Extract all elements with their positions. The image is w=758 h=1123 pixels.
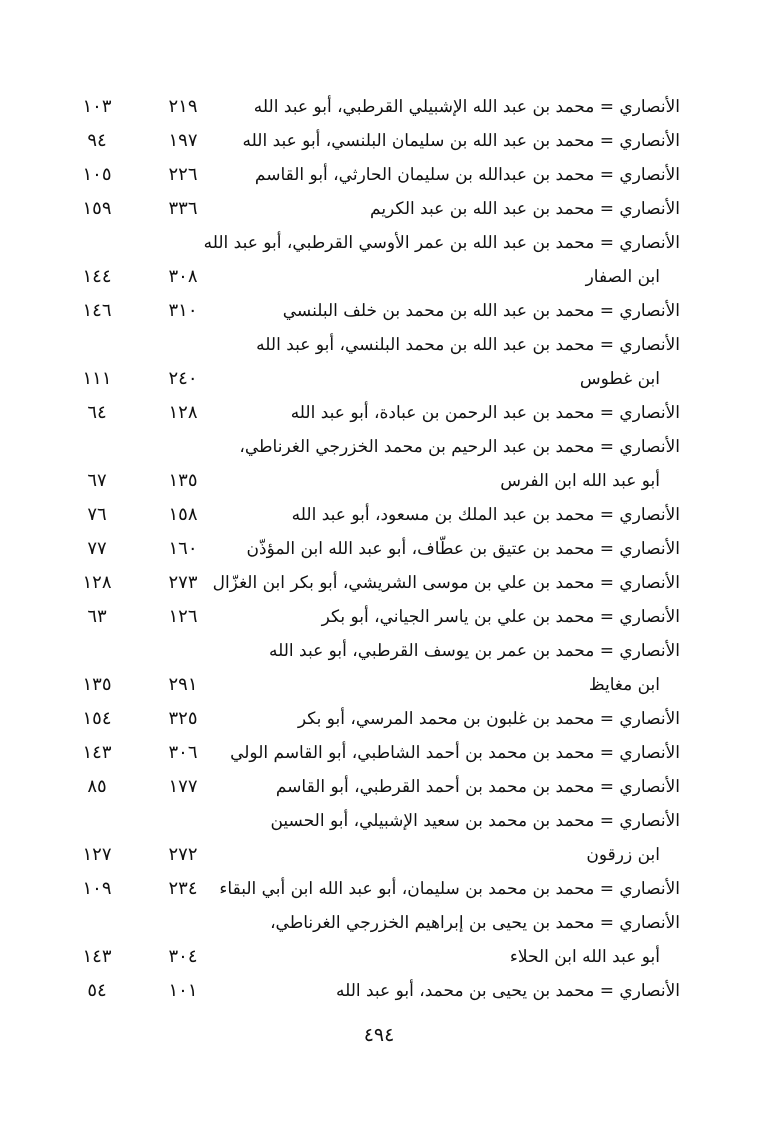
entry-number: ١٦٠	[168, 538, 198, 559]
page-number: ٤٩٤	[363, 1024, 395, 1046]
index-row	[0, 430, 758, 464]
entry-page: ٧٦	[87, 504, 107, 525]
entry-page: ٨٥	[87, 776, 107, 797]
entry-number: ٢٧٢	[168, 844, 198, 865]
entry-number: ١٩٧	[168, 130, 198, 151]
entry-name: الأنصاري = محمد بن عبد الرحيم بن محمد الخزرجي الغرناطي،	[239, 437, 680, 457]
index-row	[0, 532, 758, 566]
entry-name: الأنصاري = محمد بن عبد الله بن سليمان البلنسي، أبو عبد الله	[242, 131, 680, 151]
index-entries	[0, 90, 758, 1008]
entry-number: ٣٣٦	[168, 198, 198, 219]
index-row	[0, 736, 758, 770]
entry-continuation: ابن الصفار	[585, 267, 660, 287]
index-row	[0, 838, 758, 872]
entry-number: ٢٩١	[168, 674, 198, 695]
entry-continuation: ابن زرقون	[586, 845, 660, 865]
entry-name: الأنصاري = محمد بن غلبون بن محمد المرسي، أبو بكر	[297, 709, 680, 729]
entry-page: ٧٧	[87, 538, 107, 559]
entry-name: الأنصاري = محمد بن عبد الله بن عمر الأوسي القرطبي، أبو عبد الله	[203, 233, 680, 253]
index-row	[0, 260, 758, 294]
entry-continuation: أبو عبد الله ابن الفرس	[500, 471, 660, 491]
entry-page: ١٢٨	[82, 572, 112, 593]
entry-number: ٣٠٨	[168, 266, 198, 287]
entry-page: ٦٤	[87, 402, 107, 423]
index-row	[0, 634, 758, 668]
entry-page: ٩٤	[87, 130, 107, 151]
index-row	[0, 294, 758, 328]
entry-continuation: أبو عبد الله ابن الحلاء	[509, 947, 660, 967]
entry-page: ١٠٩	[82, 878, 112, 899]
entry-number: ١٠١	[168, 980, 198, 1001]
index-row	[0, 940, 758, 974]
entry-page: ١٣٥	[82, 674, 112, 695]
entry-page: ١٠٣	[82, 96, 112, 117]
index-row	[0, 668, 758, 702]
entry-name: الأنصاري = محمد بن عبد الله الإشبيلي القرطبي، أبو عبد الله	[253, 97, 680, 117]
entry-name: الأنصاري = محمد بن محمد بن أحمد الشاطبي، أبو القاسم الولي	[230, 743, 680, 763]
entry-name: الأنصاري = محمد بن عبد الله بن محمد بن خلف البلنسي	[282, 301, 680, 321]
entry-page: ١٤٣	[82, 742, 112, 763]
entry-page: ١٤٣	[82, 946, 112, 967]
index-row	[0, 362, 758, 396]
entry-page: ١٢٧	[82, 844, 112, 865]
entry-number: ١٢٨	[168, 402, 198, 423]
entry-name: الأنصاري = محمد بن عبد الله بن عبد الكريم	[370, 199, 680, 219]
entry-number: ٢٣٤	[168, 878, 198, 899]
entry-name: الأنصاري = محمد بن عبد الرحمن بن عبادة، أبو عبد الله	[290, 403, 680, 423]
entry-page: ١٤٤	[82, 266, 112, 287]
entry-number: ٢٤٠	[168, 368, 198, 389]
entry-page: ٦٧	[87, 470, 107, 491]
entry-page: ٦٣	[87, 606, 107, 627]
entry-name: الأنصاري = محمد بن عبد الله بن محمد البلنسي، أبو عبد الله	[256, 335, 680, 355]
entry-number: ١٣٥	[168, 470, 198, 491]
index-row	[0, 566, 758, 600]
entry-number: ١٧٧	[168, 776, 198, 797]
index-row	[0, 464, 758, 498]
index-row	[0, 192, 758, 226]
entry-name: الأنصاري = محمد بن يحيى بن إبراهيم الخزرجي الغرناطي،	[270, 913, 680, 933]
index-row	[0, 906, 758, 940]
index-row	[0, 158, 758, 192]
entry-number: ٣١٠	[168, 300, 198, 321]
entry-page: ١٤٦	[82, 300, 112, 321]
entry-page: ١١١	[82, 368, 112, 389]
entry-name: الأنصاري = محمد بن عبد الملك بن مسعود، أبو عبد الله	[291, 505, 680, 525]
entry-number: ١٢٦	[168, 606, 198, 627]
index-row	[0, 90, 758, 124]
entry-page: ١٠٥	[82, 164, 112, 185]
entry-number: ٣٢٥	[168, 708, 198, 729]
entry-name: الأنصاري = محمد بن عتيق بن عطّاف، أبو عبد الله ابن المؤذّن	[246, 539, 680, 559]
entry-number: ٣٠٤	[168, 946, 198, 967]
entry-number: ٢٢٦	[168, 164, 198, 185]
entry-number: ٢٧٣	[168, 572, 198, 593]
entry-number: ٣٠٦	[168, 742, 198, 763]
entry-name: الأنصاري = محمد بن علي بن ياسر الجياني، أبو بكر	[321, 607, 680, 627]
index-row	[0, 124, 758, 158]
index-row	[0, 770, 758, 804]
index-row	[0, 498, 758, 532]
entry-name: الأنصاري = محمد بن محمد بن سعيد الإشبيلي، أبو الحسين	[270, 811, 680, 831]
entry-name: الأنصاري = محمد بن محمد بن أحمد القرطبي، أبو القاسم	[275, 777, 680, 797]
entry-name: الأنصاري = محمد بن علي بن موسى الشريشي، أبو بكر ابن الغزّال	[212, 573, 680, 593]
index-row	[0, 600, 758, 634]
entry-continuation: ابن مغايظ	[588, 675, 660, 695]
entry-continuation: ابن غطوس	[579, 369, 660, 389]
index-row	[0, 328, 758, 362]
index-row	[0, 872, 758, 906]
index-row	[0, 974, 758, 1008]
entry-name: الأنصاري = محمد بن محمد بن سليمان، أبو عبد الله ابن أبي البقاء	[219, 879, 680, 899]
index-row	[0, 702, 758, 736]
entry-number: ٢١٩	[168, 96, 198, 117]
index-row	[0, 226, 758, 260]
entry-page: ١٥٤	[82, 708, 112, 729]
index-row	[0, 804, 758, 838]
entry-page: ٥٤	[87, 980, 107, 1001]
entry-name: الأنصاري = محمد بن يحيى بن محمد، أبو عبد الله	[335, 981, 680, 1001]
entry-page: ١٥٩	[82, 198, 112, 219]
index-row	[0, 396, 758, 430]
entry-name: الأنصاري = محمد بن عبدالله بن سليمان الحارثي، أبو القاسم	[254, 165, 680, 185]
entry-name: الأنصاري = محمد بن عمر بن يوسف القرطبي، أبو عبد الله	[268, 641, 680, 661]
entry-number: ١٥٨	[168, 504, 198, 525]
